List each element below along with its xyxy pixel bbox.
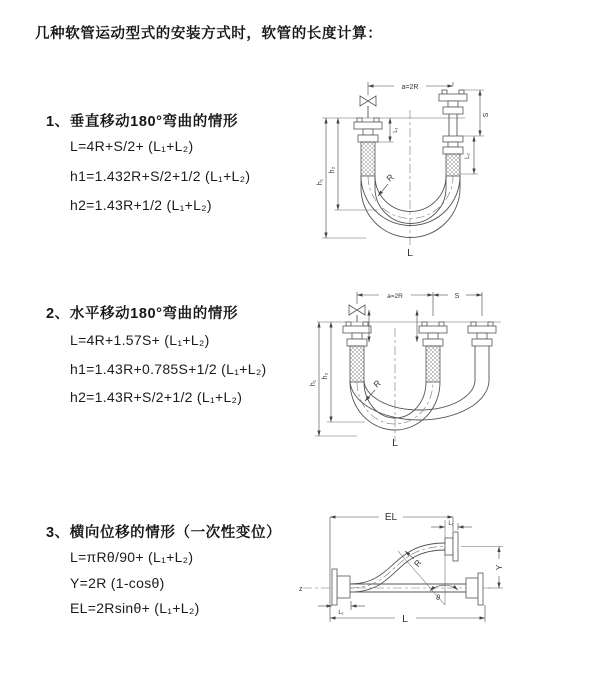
page-title: 几种软管运动型式的安装方式时，软管的长度计算： <box>35 26 383 42</box>
flange <box>443 136 463 154</box>
valve-icon <box>360 96 376 106</box>
section2-heading: 2、水平移动180°弯曲的情形 <box>46 306 239 322</box>
dimension-l1-top <box>431 521 472 530</box>
dim-label-theta: θ <box>436 595 440 602</box>
right-pipe-end <box>439 90 467 176</box>
hose-u-bend <box>361 176 460 238</box>
dim-label-r: R <box>371 377 383 390</box>
braided-hose <box>426 346 440 382</box>
flange <box>439 90 467 114</box>
flange-plate <box>478 573 483 605</box>
flange-hub <box>466 578 478 598</box>
centerline-mark: z <box>299 586 303 593</box>
dim-label-y: Y <box>495 564 504 571</box>
dim-label-h2: h₂ <box>322 372 329 380</box>
dimension-el <box>330 512 453 622</box>
braided-hose <box>350 346 364 382</box>
braided-hose <box>361 142 375 176</box>
dim-label-s: S <box>483 112 490 118</box>
section3-formula-EL: EL=2Rsinθ+ (L₁+L₂) <box>70 600 200 616</box>
left-pipe-end <box>343 305 371 382</box>
diagram-horizontal-180-bend <box>305 280 600 465</box>
dim-label-r: R <box>384 171 396 184</box>
dim-label-h1: h₁ <box>317 178 324 186</box>
dimension-L <box>330 605 485 625</box>
section1-formula-h1: h1=1.432R+S/2+1/2 (L₁+L₂) <box>70 168 251 184</box>
dimension-a2r <box>368 82 453 95</box>
section3-formula-L: L=πRθ/90+ (L₁+L₂) <box>70 549 194 565</box>
middle-pipe-end <box>419 322 447 382</box>
section2-formula-h1: h1=1.43R+0.785S+1/2 (L₁+L₂) <box>70 361 267 377</box>
dim-label-L: L <box>392 437 398 449</box>
dim-label-L: L <box>407 247 413 259</box>
diagram-lateral-displacement <box>295 505 600 635</box>
dim-label-s: S <box>454 293 460 300</box>
dim-label-l1: L₁ <box>393 127 399 133</box>
section1-heading: 1、垂直移动180°弯曲的情形 <box>46 114 239 130</box>
dimension-l1-left <box>318 601 365 616</box>
left-flange <box>332 569 350 605</box>
radius-callout <box>378 172 396 196</box>
section1-formula-L: L=4R+S/2+ (L₁+L₂) <box>70 138 194 154</box>
flange <box>419 322 447 346</box>
dim-label-a2r: a=2R <box>387 293 403 300</box>
hose-s-curve <box>350 532 458 592</box>
dim-label-L: L <box>402 613 408 625</box>
dim-label-r: R <box>411 557 424 569</box>
braided-hose <box>446 154 460 176</box>
dim-label-a2r: a=2R <box>401 84 419 91</box>
section1-formula-h2: h2=1.43R+1/2 (L₁+L₂) <box>70 197 212 213</box>
flange-plate <box>332 569 337 605</box>
valve-icon <box>349 305 365 315</box>
right-pipe-end <box>468 322 496 346</box>
section3-formula-Y: Y=2R (1-cosθ) <box>70 575 165 591</box>
hose-u-bends <box>350 346 489 430</box>
dim-label-h2: h₂ <box>329 166 336 174</box>
flange <box>354 118 382 142</box>
section3-heading: 3、横向位移的情形（一次性变位） <box>46 525 282 541</box>
section2-formula-h2: h2=1.43R+S/2+1/2 (L₁+L₂) <box>70 389 243 405</box>
diagram-vertical-180-bend <box>310 70 600 265</box>
left-pipe-end <box>354 96 382 176</box>
flange-plate <box>453 532 458 561</box>
section2-formula-L: L=4R+1.57S+ (L₁+L₂) <box>70 332 210 348</box>
dimension-s <box>433 293 482 300</box>
flange-hub <box>337 576 350 598</box>
dim-label-h1: h₁ <box>310 379 317 387</box>
dimension-a2r <box>357 292 482 316</box>
dim-label-l1b: L₁ <box>338 610 344 616</box>
dim-label-l2: L₂ <box>465 153 471 159</box>
flange <box>468 322 496 346</box>
flange-hub <box>445 538 453 555</box>
dim-label-el: EL <box>384 512 398 523</box>
dim-label-l1: L₁ <box>448 521 454 527</box>
flange <box>343 322 371 346</box>
